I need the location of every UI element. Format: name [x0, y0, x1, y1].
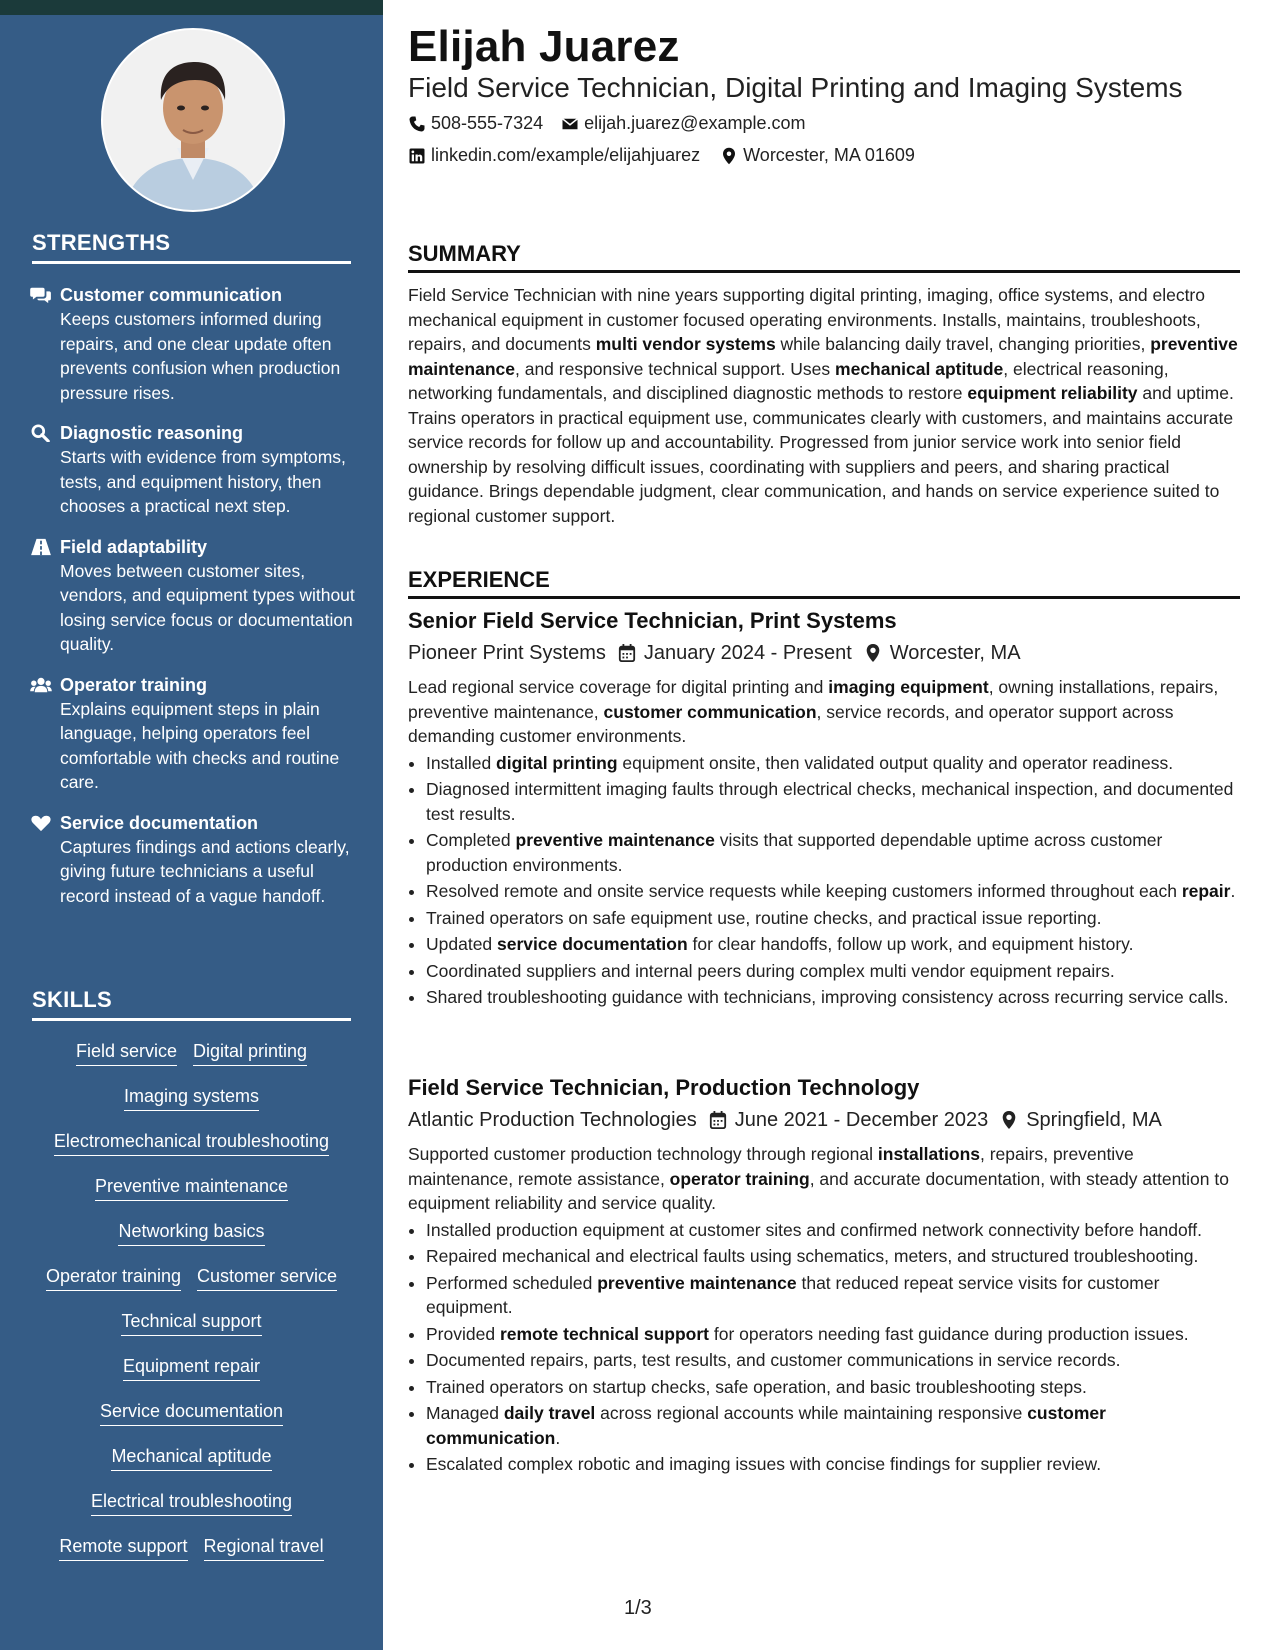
text-run: Documented repairs, parts, test results, and customer communications in service records. [426, 1350, 1121, 1370]
skill-tag: Field service [76, 1039, 177, 1066]
job-dates: June 2021 - December 2023 [734, 1109, 989, 1131]
text-run: Coordinated suppliers and internal peers during complex multi vendor equipment repairs. [426, 960, 1115, 981]
bold-text: preventive maintenance [597, 1272, 797, 1293]
job-description [408, 675, 1240, 749]
text-run: Diagnosed intermittent imaging faults through electrical checks, mechanical inspection, and documented test results. [426, 779, 1234, 824]
bold-text: operator training [669, 1168, 810, 1189]
bullet-item [426, 1401, 1240, 1450]
page-number: 1/3 [624, 1597, 652, 1619]
heart-icon [30, 814, 52, 832]
text-run: Shared troubleshooting guidance with technicians, improving consistency across recurring service calls. [426, 987, 1229, 1007]
bold-text: customer communication [426, 1403, 1106, 1448]
candidate-name: Elijah Juarez [408, 22, 680, 71]
bullet-item [426, 985, 1240, 1010]
avatar [101, 28, 285, 212]
job-meta [408, 639, 1240, 667]
map-marker-icon [864, 643, 882, 663]
users-icon [30, 676, 52, 694]
bold-text: customer communication [603, 701, 817, 722]
text-run: , repairs, preventive maintenance, remote assistance, [408, 1144, 1134, 1189]
text-run: for clear handoffs, follow up work, and equipment history. [687, 934, 1134, 954]
skill-row [28, 1354, 355, 1399]
text-run: Escalated complex robotic and imaging issues with concise findings for supplier review. [426, 1454, 1102, 1474]
text-run: , and responsive technical support. Uses [514, 358, 836, 379]
map-marker-icon [720, 147, 738, 165]
bold-text: service documentation [497, 934, 688, 954]
skill-tag: Operator training [46, 1264, 181, 1291]
text-run: Field Service Technician with nine years supporting digital printing, imaging, office systems, and electro mechanical equipment in customer focused operating environments. Installs, maintains, troubleshoots, repairs, and documents [408, 285, 1205, 354]
text-run: , and accurate documentation, with steady attention to equipment reliability and service quality. [408, 1168, 1229, 1213]
email-contact[interactable] [561, 113, 805, 134]
text-run: Trained operators on safe equipment use, routine checks, and practical issue reporting. [426, 907, 1102, 928]
sidebar-top-accent [0, 0, 383, 15]
bold-text: imaging equipment [828, 677, 989, 697]
text-run: Installed production equipment at customer sites and confirmed network connectivity before handoff. [426, 1219, 1202, 1240]
skill-tag: Imaging systems [124, 1084, 259, 1111]
text-run: Installed [426, 752, 497, 773]
map-marker-icon [1000, 1110, 1018, 1130]
job-title: Field Service Technician, Production Technology [408, 1075, 920, 1100]
skill-row [28, 1039, 355, 1084]
strength-text: Moves between customer sites, vendors, and equipment types without losing service focus or documentation quality. [60, 560, 355, 654]
bullet-item [426, 1271, 1240, 1320]
skill-row [28, 1174, 355, 1219]
phone-icon [408, 115, 426, 133]
skill-row [28, 1219, 355, 1264]
text-run: , owning installations, repairs, preventive maintenance, [408, 677, 1219, 722]
skill-row [28, 1489, 355, 1534]
text-run: , service records, and operator support across demanding customer environments. [408, 701, 1174, 746]
company-name: Pioneer Print Systems [408, 642, 606, 664]
bullet-item [426, 1218, 1240, 1243]
strength-item [30, 283, 355, 405]
strength-title: Diagnostic reasoning [60, 423, 244, 443]
job-meta [408, 1106, 1240, 1134]
text-run: Provided [426, 1323, 500, 1344]
location-contact [720, 145, 915, 166]
strength-item [30, 535, 355, 657]
strength-text: Starts with evidence from symptoms, tests, and equipment history, then chooses a practical next step. [60, 447, 346, 516]
skill-row [28, 1399, 355, 1444]
skill-tag: Service documentation [100, 1399, 283, 1426]
text-run: Trained operators on startup checks, safe operation, and basic troubleshooting steps. [426, 1376, 1087, 1397]
job-dates: January 2024 - Present [643, 642, 852, 664]
text-run: Repaired mechanical and electrical faults using schematics, meters, and structured troubleshooting. [426, 1246, 1199, 1266]
bold-text: multi vendor systems [595, 334, 776, 354]
strength-item [30, 673, 355, 795]
skill-tag: Preventive maintenance [95, 1174, 288, 1201]
job-description [408, 1142, 1240, 1216]
strength-title: Service documentation [60, 812, 259, 833]
text-run: , electrical reasoning, networking fundamentals, and disciplined diagnostic methods to restore [408, 358, 1169, 403]
text-run: that reduced repeat service visits for customer equipment. [426, 1272, 1160, 1317]
summary-heading: SUMMARY [408, 241, 1240, 273]
text-run: Lead regional service coverage for digital printing and [408, 677, 829, 697]
text-run: . [1230, 881, 1236, 901]
text-run: Supported customer production technology through regional [408, 1144, 878, 1164]
candidate-title: Field Service Technician, Digital Printing and Imaging Systems [408, 72, 1183, 103]
summary-text [408, 283, 1240, 528]
skill-tag: Customer service [197, 1264, 337, 1291]
search-icon [30, 424, 52, 442]
skill-row [28, 1444, 355, 1489]
contact-row [408, 145, 933, 166]
text-run: across regional accounts while maintaining responsive [595, 1403, 1028, 1423]
skill-tag: Mechanical aptitude [111, 1444, 271, 1471]
strengths-list [30, 283, 355, 924]
bullet-item [426, 932, 1240, 957]
text-run: equipment onsite, then validated output quality and operator readiness. [617, 752, 1174, 773]
strength-text: Keeps customers informed during repairs, and one clear update often prevents confusion when production pressure rises. [60, 309, 341, 403]
text-run: Performed scheduled [426, 1272, 598, 1293]
bullet-item [426, 1452, 1240, 1477]
bold-text: mechanical aptitude [835, 358, 1004, 379]
bullet-item [426, 751, 1240, 776]
skill-tag: Electromechanical troubleshooting [54, 1129, 329, 1156]
calendar-icon [618, 643, 636, 663]
strength-item [30, 421, 355, 519]
bold-text: equipment reliability [967, 383, 1138, 403]
job-location: Springfield, MA [1026, 1109, 1162, 1131]
job-bullets [408, 751, 1240, 1010]
strength-text: Captures findings and actions clearly, giving future technicians a useful record instead of a vague handoff. [60, 836, 350, 906]
text-run: Completed [426, 830, 516, 850]
bold-text: preventive maintenance [408, 334, 1238, 379]
skill-row [28, 1309, 355, 1354]
strength-item [30, 811, 355, 909]
text-run: Resolved remote and onsite service requests while keeping customers informed throughout each [426, 881, 1182, 901]
bullet-item [426, 1375, 1240, 1400]
skills-list [28, 1039, 355, 1579]
job-location: Worcester, MA [889, 642, 1021, 664]
bold-text: preventive maintenance [515, 830, 715, 850]
phone-contact[interactable] [408, 113, 543, 134]
linkedin-contact[interactable] [408, 145, 700, 166]
bold-text: remote technical support [499, 1323, 710, 1344]
skill-tag: Regional travel [204, 1534, 324, 1561]
linkedin-icon [408, 147, 426, 165]
skill-tag: Remote support [59, 1534, 187, 1561]
road-icon [30, 538, 52, 556]
contact-row [408, 113, 823, 134]
bullet-item [426, 906, 1240, 931]
strength-title: Customer communication [60, 285, 283, 305]
bullet-item [426, 879, 1240, 904]
experience-heading: EXPERIENCE [408, 567, 1240, 599]
text-run: while balancing daily travel, changing priorities, [775, 334, 1151, 354]
calendar-icon [709, 1110, 727, 1130]
skill-tag: Technical support [121, 1309, 261, 1336]
linkedin-text: linkedin.com/example/elijahjuarez [431, 145, 701, 165]
strength-text: Explains equipment steps in plain language, helping operators feel comfortable with checks and routine care. [60, 698, 340, 792]
bullet-item [426, 1244, 1240, 1269]
text-run: visits that supported dependable uptime across customer production environments. [426, 830, 1163, 875]
strength-title: Operator training [60, 674, 208, 695]
email-text: elijah.juarez@example.com [584, 113, 806, 133]
sidebar [0, 15, 383, 1650]
bullet-item [426, 777, 1240, 826]
skill-row [28, 1534, 355, 1579]
experience-entry [408, 1074, 1240, 1479]
bullet-item [426, 1348, 1240, 1373]
skill-row [28, 1129, 355, 1174]
text-run: Managed [426, 1403, 504, 1423]
skill-row [28, 1264, 355, 1309]
strength-title: Field adaptability [60, 536, 208, 557]
text-run: Updated [426, 934, 498, 954]
company-name: Atlantic Production Technologies [408, 1109, 697, 1131]
text-run: and uptime. Trains operators in practical equipment use, communicates clearly with customers, and maintains accurate service records for follow up and accountability. Progressed from junior service work into senior field ownership by resolving difficult issues, coordinating with suppliers and peers, and sharing practical guidance. Brings dependable judgment, clear communication, and hands on service experience suited to regional customer support. [408, 383, 1234, 526]
comments-icon [30, 286, 52, 304]
skill-row [28, 1084, 355, 1129]
skill-tag: Digital printing [193, 1039, 307, 1066]
skill-tag: Equipment repair [123, 1354, 260, 1381]
job-title: Senior Field Service Technician, Print Systems [408, 608, 897, 633]
bold-text: installations [877, 1144, 980, 1164]
bullet-item [426, 828, 1240, 877]
bold-text: repair [1181, 881, 1231, 901]
profile-photo [103, 30, 283, 210]
bullet-item [426, 959, 1240, 984]
skill-tag: Electrical troubleshooting [91, 1489, 292, 1516]
bold-text: daily travel [503, 1403, 596, 1423]
skills-heading: SKILLS [32, 987, 351, 1021]
job-bullets [408, 1218, 1240, 1477]
experience-entry [408, 607, 1240, 1012]
text-run: for operators needing fast guidance during production issues. [709, 1323, 1189, 1344]
envelope-icon [561, 115, 579, 133]
bold-text: digital printing [496, 752, 618, 773]
bullet-item [426, 1322, 1240, 1347]
skill-tag: Networking basics [118, 1219, 264, 1246]
location-text: Worcester, MA 01609 [743, 145, 915, 165]
phone-text: 508-555-7324 [431, 113, 544, 133]
strengths-heading: STRENGTHS [32, 230, 351, 264]
text-run: . [555, 1427, 561, 1448]
